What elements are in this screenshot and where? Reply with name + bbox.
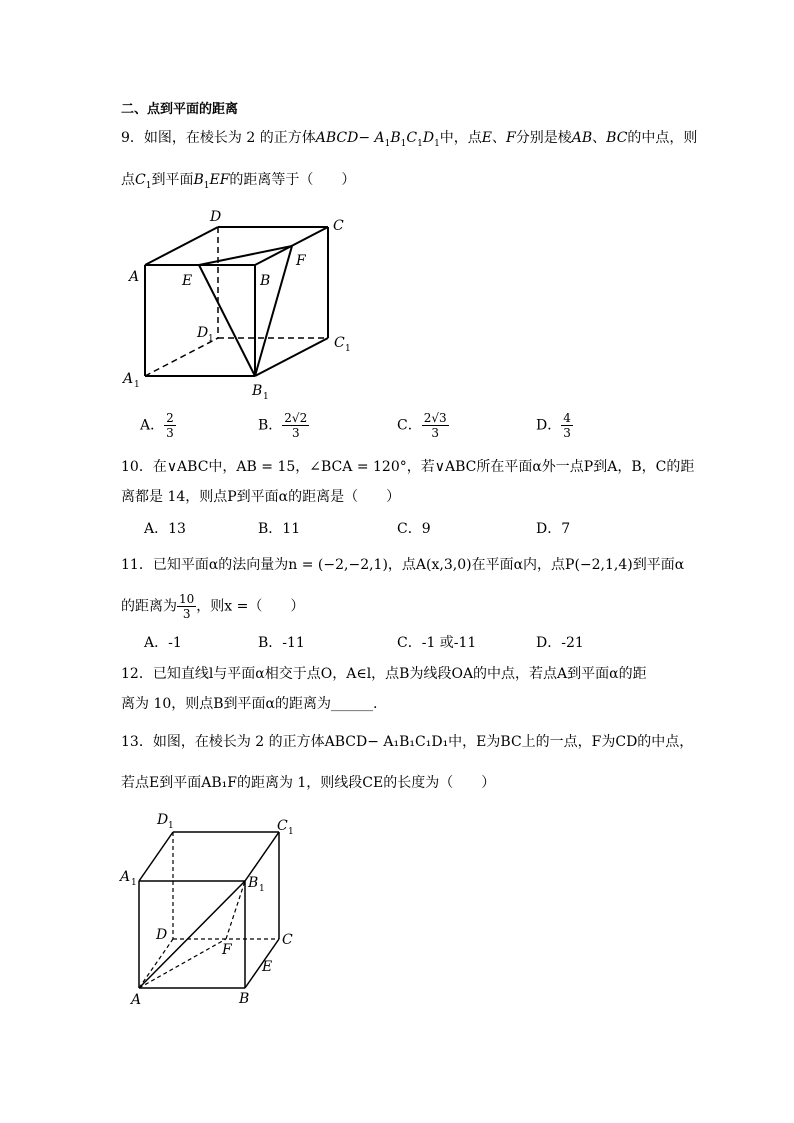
label-f: F [296, 253, 306, 269]
edge-a1d1 [139, 832, 173, 881]
svg-text:1: 1 [345, 344, 351, 354]
edge-b1c1 [255, 338, 328, 376]
q11-line1: 11．已知平面α的法向量为n = (−2,−2,1)，点A(x,3,0)在平面α内，点P(−2,1,4)到平面α [121, 557, 685, 573]
label-a1: A [120, 869, 131, 885]
q10-line2: 离都是 14，则点P到平面α的距离是（ ） [121, 489, 401, 505]
edge-ad-hidden [139, 939, 173, 988]
q10-option-b[interactable]: B．11 [258, 521, 301, 537]
segment-eb1 [199, 265, 255, 376]
label-e: E [182, 273, 193, 289]
label-c1: C [277, 818, 288, 834]
label-d1: D [197, 325, 209, 341]
q9-line2: 点$C_1$到平面$B_1EF$的距离等于（ ） [121, 172, 356, 191]
label-b1: B [248, 875, 259, 891]
q11-option-d[interactable]: D．-21 [536, 635, 584, 651]
label-a: A [131, 992, 142, 1008]
q9-option-a[interactable]: A． $\frac{2}{3}$ [140, 411, 174, 440]
label-f: F [222, 942, 232, 958]
svg-text:1: 1 [288, 827, 294, 837]
q9-option-b[interactable]: B． $\frac{2√2}{3}$ [258, 411, 308, 440]
label-a1: A [123, 371, 134, 387]
q12-line2: 离为 10，则点B到平面α的距离为______. [121, 696, 378, 712]
segment-ef [199, 246, 292, 265]
svg-text:1: 1 [208, 334, 214, 344]
label-d: D [210, 209, 222, 225]
svg-text:1: 1 [168, 821, 174, 831]
edge-b1c1 [245, 832, 279, 881]
segment-fb1 [255, 246, 292, 376]
q9-option-d[interactable]: D． $\frac{4}{3}$ [536, 411, 571, 440]
svg-text:1: 1 [259, 884, 265, 894]
label-b: B [239, 991, 250, 1007]
svg-text:1: 1 [134, 380, 140, 390]
q10-option-d[interactable]: D．7 [536, 521, 571, 537]
edge-ad [145, 227, 218, 265]
q11-line2: 的距离为 $\frac{10}{3}$ ，则x =（ ） [121, 592, 305, 621]
q10-option-a[interactable]: A．13 [144, 521, 186, 537]
label-e: E [262, 959, 273, 975]
q10-option-c[interactable]: C．9 [397, 521, 431, 537]
label-b1: B [252, 383, 263, 399]
q9-option-c[interactable]: C． $\frac{2√3}{3}$ [397, 411, 447, 440]
segment-ab1 [139, 881, 245, 988]
q11-option-c[interactable]: C．-1 或-11 [397, 635, 477, 651]
q11-option-b[interactable]: B．-11 [258, 635, 305, 651]
label-d: D [156, 927, 168, 943]
q13-line2: 若点E到平面AB₁F的距离为 1，则线段CE的长度为（ ） [121, 775, 496, 791]
label-c: C [282, 932, 293, 948]
svg-text:1: 1 [263, 392, 269, 400]
segment-af-hidden [139, 939, 226, 988]
svg-text:1: 1 [131, 878, 137, 888]
q10-line1: 10．在∨ABC中，AB = 15，∠BCA = 120°，若∨ABC所在平面α外一点P到A，B，C的距 [121, 459, 695, 475]
section-title: 二、点到平面的距离 [121, 102, 239, 117]
label-a: A [129, 269, 140, 285]
q9-cube-figure [115, 205, 365, 400]
label-d1: D [157, 812, 169, 828]
label-c1: C [334, 335, 345, 351]
label-c: C [333, 218, 344, 234]
q12-line1: 12．已知直线l与平面α相交于点O，A∈l，点B为线段OA的中点，若点A到平面α的距 [121, 666, 647, 682]
label-b: B [260, 273, 271, 289]
q13-line1: 13．如图，在棱长为 2 的正方体ABCD− A₁B₁C₁D₁中，E为BC上的一点，F为CD的中点， [121, 734, 694, 750]
q9-line1: 9．如图，在棱长为 2 的正方体ABCD− $A_1B_1C_1D_1$中，点E、F分别是棱AB、BC的中点，则 [121, 130, 698, 149]
q11-option-a[interactable]: A．-1 [144, 635, 182, 651]
q13-cube-figure [115, 808, 315, 1008]
